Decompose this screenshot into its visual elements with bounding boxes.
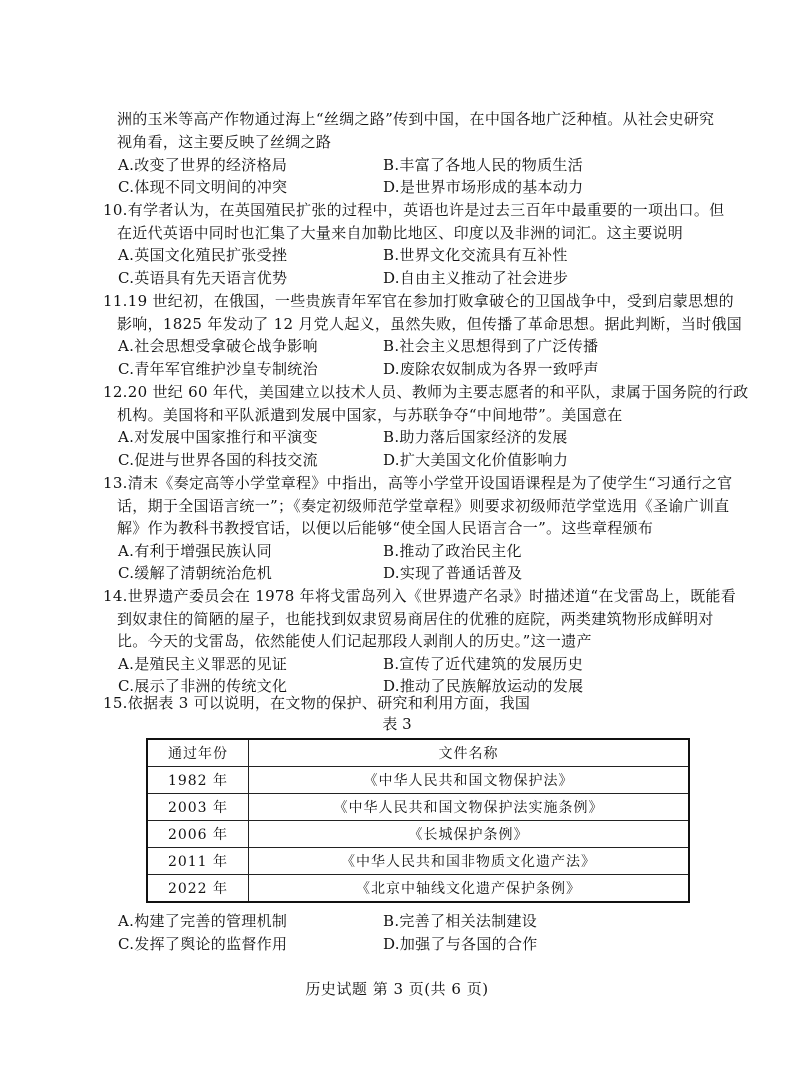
q10-option-b: B.世界文化交流具有互补性 bbox=[383, 246, 568, 264]
table-header-row bbox=[147, 739, 689, 767]
q9-option-a: A.改变了世界的经济格局 bbox=[118, 156, 288, 174]
table-cell-document: 《中华人民共和国非物质文化遗产法》 bbox=[249, 848, 690, 875]
q13-option-c: C.缓解了清朝统治危机 bbox=[118, 564, 273, 582]
table-cell-document: 《北京中轴线文化遗产保护条例》 bbox=[249, 875, 690, 903]
table-cell-year: 2022 年 bbox=[147, 875, 249, 903]
table-cell-document: 《长城保护条例》 bbox=[249, 821, 690, 848]
q14-option-b: B.宣传了近代建筑的发展历史 bbox=[383, 655, 583, 673]
table-row bbox=[147, 821, 689, 848]
table-cell-year: 2011 年 bbox=[147, 848, 249, 875]
table-cell-year: 2003 年 bbox=[147, 794, 249, 821]
table-cell-document: 《中华人民共和国文物保护法实施条例》 bbox=[249, 794, 690, 821]
q14-option-a: A.是殖民主义罪恶的见证 bbox=[118, 655, 288, 673]
table-row bbox=[147, 875, 689, 903]
q11-option-d: D.废除农奴制成为各界一致呼声 bbox=[383, 360, 599, 378]
table-cell-year: 2006 年 bbox=[147, 821, 249, 848]
q10-option-d: D.自由主义推动了社会进步 bbox=[383, 269, 569, 287]
q12-option-d: D.扩大美国文化价值影响力 bbox=[383, 451, 569, 469]
table-row bbox=[147, 848, 689, 875]
q15-option-b: B.完善了相关法制建设 bbox=[383, 912, 538, 930]
q15-option-d: D.加强了与各国的合作 bbox=[383, 935, 538, 953]
q13-option-d: D.实现了普通话普及 bbox=[383, 564, 523, 582]
q9-option-d: D.是世界市场形成的基本动力 bbox=[383, 178, 584, 196]
q11-option-a: A.社会思想受拿破仑战争影响 bbox=[118, 337, 318, 355]
q11-stem-line-1: 11.19 世纪初，在俄国，一些贵族青年军官在参加打败拿破仑的卫国战争中，受到启蒙思想的 bbox=[103, 292, 734, 310]
table-cell-year: 1982 年 bbox=[147, 767, 249, 794]
q11-option-c: C.青年军官维护沙皇专制统治 bbox=[118, 360, 318, 378]
q14-option-d: D.推动了民族解放运动的发展 bbox=[383, 677, 584, 695]
q14-stem-line-3: 比。今天的戈雷岛，依然能使人们记起那段人剥削人的历史。”这一遗产 bbox=[117, 632, 592, 650]
table-cell-document: 《中华人民共和国文物保护法》 bbox=[249, 767, 690, 794]
q13-stem-line-3: 解》作为教科书教授官话，以便以后能够“使全国人民语言合一”。这些章程颁布 bbox=[117, 519, 654, 537]
table-header-document: 文件名称 bbox=[249, 739, 690, 767]
q9-stem-line-1: 洲的玉米等高产作物通过海上“丝绸之路”传到中国，在中国各地广泛种植。从社会史研究 bbox=[117, 110, 715, 128]
q13-stem-line-1: 13.清末《奏定高等小学堂章程》中指出，高等小学堂开设国语课程是为了使学生“习通行之官 bbox=[103, 474, 733, 492]
q9-option-b: B.丰富了各地人民的物质生活 bbox=[383, 156, 583, 174]
q15-stem-line-1: 15.依据表 3 可以说明，在文物的保护、研究和利用方面，我国 bbox=[103, 694, 531, 712]
q11-option-b: B.社会主义思想得到了广泛传播 bbox=[383, 337, 599, 355]
q9-stem-line-2: 视角看，这主要反映了丝绸之路 bbox=[117, 133, 332, 151]
q14-stem-line-1: 14.世界遗产委员会在 1978 年将戈雷岛列入《世界遗产名录》时描述道“在戈雷岛上，既能看 bbox=[103, 587, 737, 605]
q10-stem-line-2: 在近代英语中同时也汇集了大量来自加勒比地区、印度以及非洲的词汇。这主要说明 bbox=[117, 224, 684, 242]
q10-option-c: C.英语具有先天语言优势 bbox=[118, 269, 288, 287]
table-row bbox=[147, 767, 689, 794]
q11-stem-line-2: 影响，1825 年发动了 12 月党人起义，虽然失败，但传播了革命思想。据此判断，当时俄国 bbox=[117, 315, 743, 333]
table-header-year: 通过年份 bbox=[147, 739, 249, 767]
q9-option-c: C.体现不同文明间的冲突 bbox=[118, 178, 288, 196]
q15-option-c: C.发挥了舆论的监督作用 bbox=[118, 935, 288, 953]
q10-stem-line-1: 10.有学者认为，在英国殖民扩张的过程中，英语也许是过去三百年中最重要的一项出口。但 bbox=[103, 201, 725, 219]
q13-option-a: A.有利于增强民族认同 bbox=[118, 542, 272, 560]
q12-stem-line-2: 机构。美国将和平队派遣到发展中国家，与苏联争夺“中间地带”。美国意在 bbox=[117, 406, 623, 424]
q12-option-b: B.助力落后国家经济的发展 bbox=[383, 428, 568, 446]
q12-option-c: C.促进与世界各国的科技交流 bbox=[118, 451, 318, 469]
q10-option-a: A.英国文化殖民扩张受挫 bbox=[118, 246, 288, 264]
table-row bbox=[147, 794, 689, 821]
q12-stem-line-1: 12.20 世纪 60 年代，美国建立以技术人员、教师为主要志愿者的和平队，隶属于国务院的行政 bbox=[103, 383, 749, 401]
q12-option-a: A.对发展中国家推行和平演变 bbox=[118, 428, 318, 446]
q15-option-a: A.构建了完善的管理机制 bbox=[118, 912, 288, 930]
q13-stem-line-2: 话，期于全国语言统一”；《奏定初级师范学堂章程》则要求初级师范学堂选用《圣谕广训直 bbox=[117, 497, 730, 515]
q14-stem-line-2: 到奴隶住的简陋的屋子，也能找到奴隶贸易商居住的优雅的庭院，两类建筑物形成鲜明对 bbox=[117, 610, 714, 628]
page-footer: 历史试题 第 3 页(共 6 页) bbox=[305, 980, 489, 998]
q13-option-b: B.推动了政治民主化 bbox=[383, 542, 522, 560]
table-caption: 表 3 bbox=[382, 715, 412, 733]
q14-option-c: C.展示了非洲的传统文化 bbox=[118, 677, 288, 695]
table-3 bbox=[146, 738, 690, 903]
